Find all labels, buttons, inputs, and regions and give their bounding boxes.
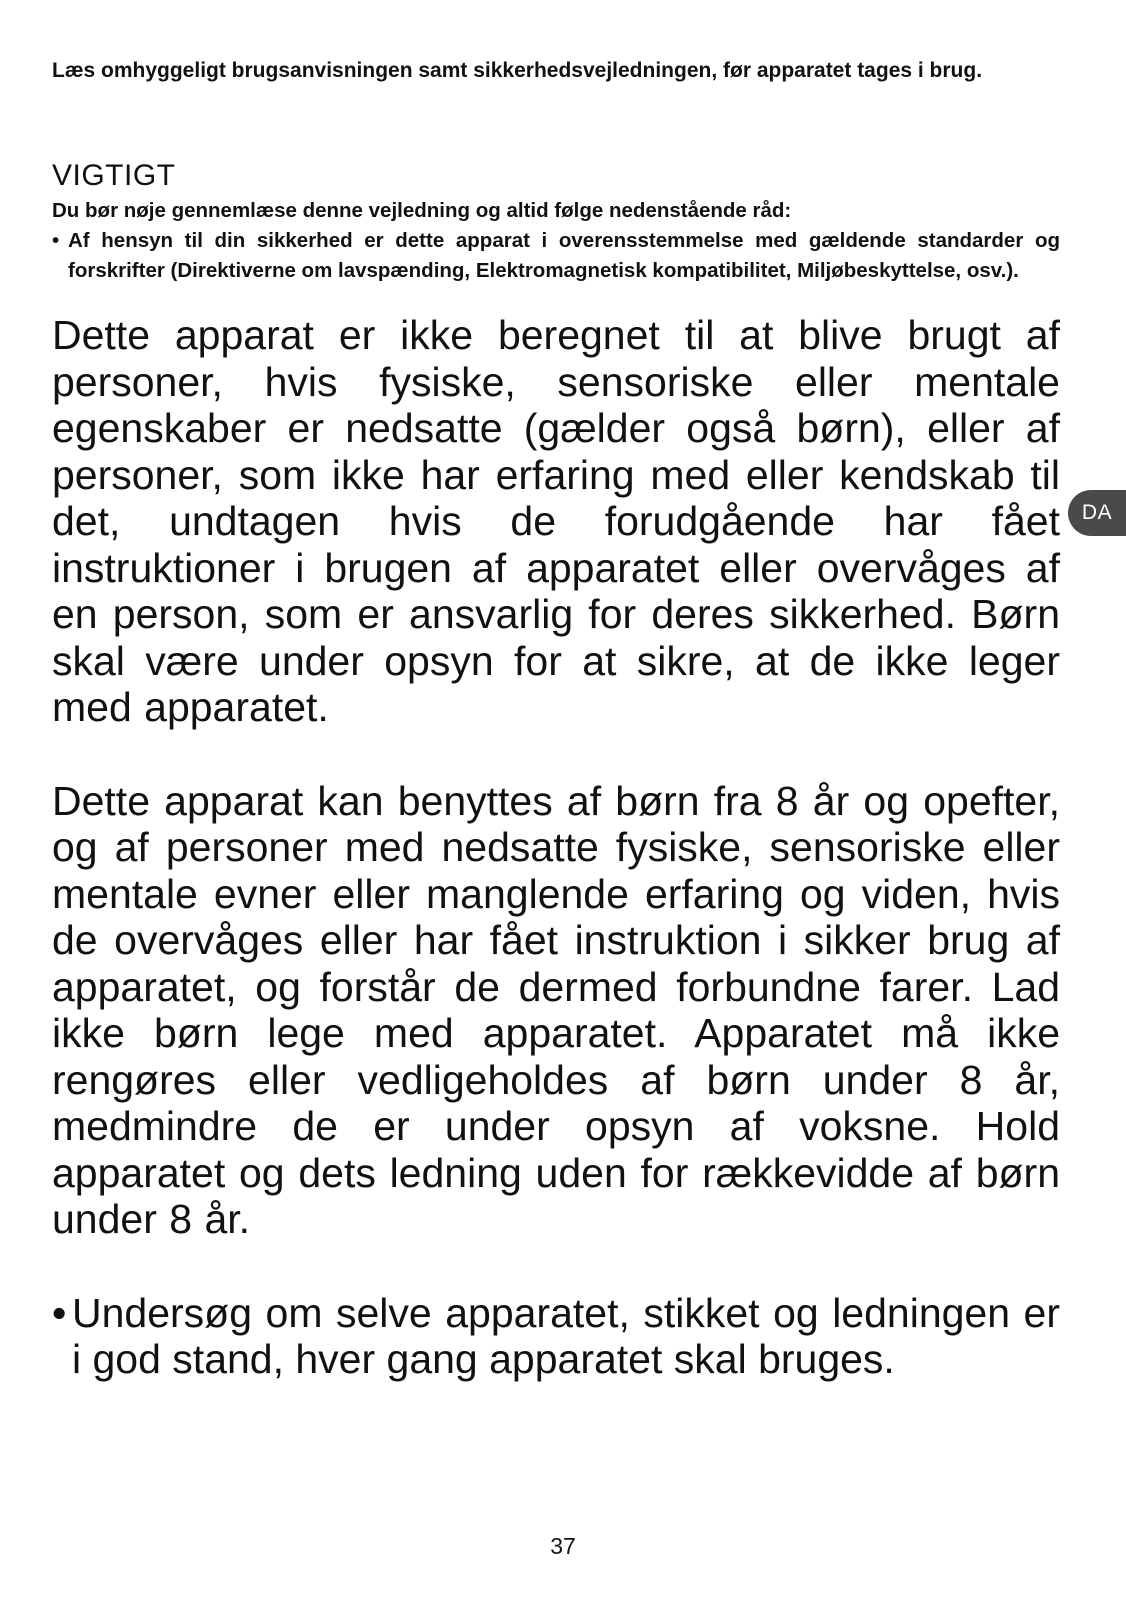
warning-paragraph-1: Dette apparat er ikke beregnet til at blive brugt af personer, hvis fysiske, sensoriske eller mentale egenskaber er nedsatte (gælder også børn), eller af personer, som ikke har erfaring med eller kendskab til det, undtagen hvis de forudgående har fået instruktioner i brugen af apparatet eller overvåges af en person, som er ansvarlig for deres sikkerhed. Børn skal være under opsyn for at sikre, at de ikke leger med apparatet. bbox=[52, 312, 1060, 730]
important-subheading: Du bør nøje gennemlæse denne vejledning og altid følge nedenstående råd: bbox=[52, 199, 792, 222]
important-bullet-text: Af hensyn til din sikkerhed er dette apparat i overensstemmelse med gældende standarder og forskrifter (Direktiverne om lavspænding, Elektromagnetisk kompatibilitet, Miljøbeskyttelse, osv.). bbox=[68, 229, 1060, 282]
page-number: 37 bbox=[550, 1533, 576, 1559]
bullet-symbol: • bbox=[52, 229, 60, 252]
bullet-symbol: • bbox=[52, 1289, 67, 1336]
important-heading: VIGTIGT bbox=[52, 159, 176, 192]
intro-text: Læs omhyggeligt brugsanvisningen samt sikkerhedsvejledningen, før apparatet tages i brug. bbox=[52, 59, 983, 82]
important-bullet bbox=[52, 226, 1060, 286]
document-page bbox=[52, 56, 1060, 1383]
language-tab: DA bbox=[1068, 490, 1126, 536]
inspection-bullet bbox=[52, 1290, 1060, 1383]
warning-paragraph-2: Dette apparat kan benyttes af børn fra 8 år og opefter, og af personer med nedsatte fysiske, sensoriske eller mentale evner eller manglende erfaring og viden, hvis de overvåges eller har fået instruktion i sikker brug af apparatet, og forstår de dermed forbundne farer. Lad ikke børn lege med apparatet. Apparatet må ikke rengøres eller vedligeholdes af børn under 8 år, medmindre de er under opsyn af voksne. Hold apparatet og dets ledning uden for rækkevidde af børn under 8 år. bbox=[52, 777, 1060, 1242]
inspection-bullet-text: Undersøg om selve apparatet, stikket og ledningen er i god stand, hver gang apparatet skal bruges. bbox=[72, 1289, 1060, 1382]
